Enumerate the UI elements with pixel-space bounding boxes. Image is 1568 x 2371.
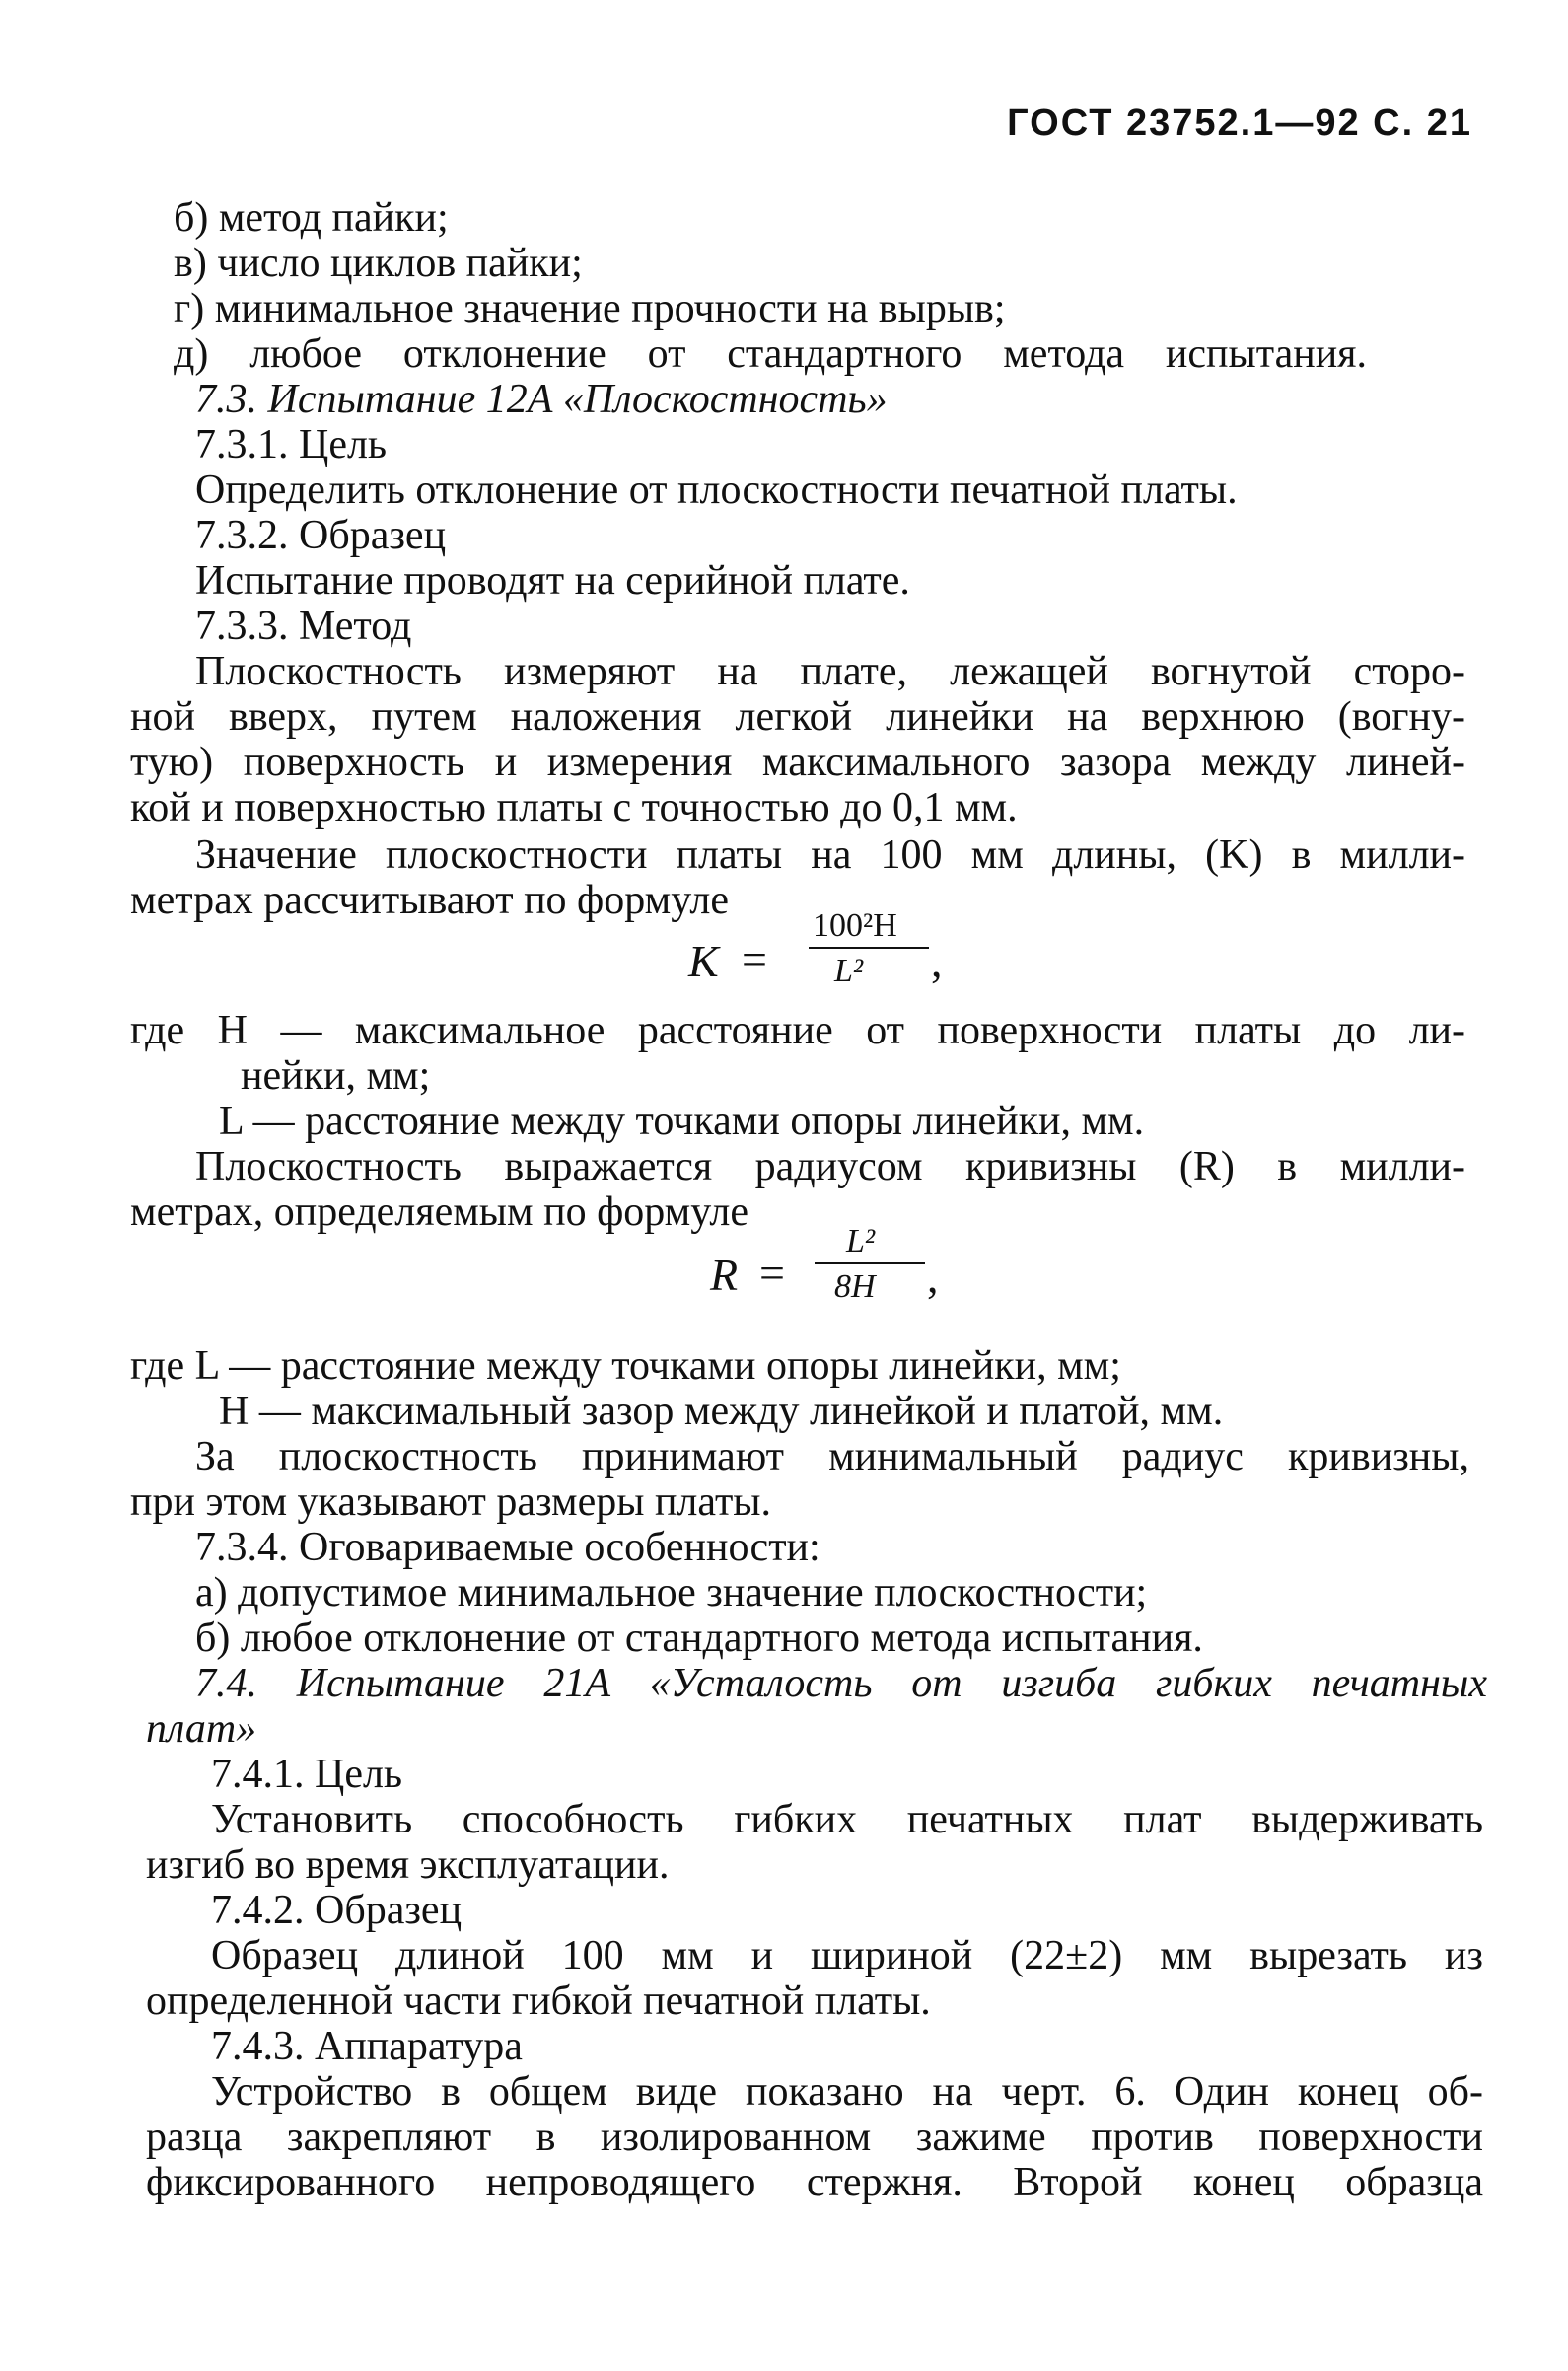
formula-r-fraction-bar [815,1262,925,1264]
text-line: Образец длиной 100 мм и шириной (22±2) мм вырезать из [211,1933,1483,1978]
subsection-heading: 7.4.1. Цель [211,1752,403,1797]
subsection-heading: 7.3.4. Оговариваемые особенности: [195,1525,820,1570]
list-item: б) любое отклонение от стандартного метода испытания. [195,1616,1203,1661]
subsection-heading: 7.3.3. Метод [195,604,412,649]
formula-r-equals: = [759,1248,785,1298]
formula-r-variable: R [710,1250,739,1300]
formula-r-numerator: L² [846,1223,876,1259]
text-line: при этом указывают размеры платы. [130,1479,772,1525]
text-line: г) минимальное значение прочности на вырыв; [174,286,1006,331]
text-line: в) число циклов пайки; [174,241,583,286]
section-heading: 7.3. Испытание 12А «Плоскостность» [195,377,888,422]
text-line: изгиб во время эксплуатации. [146,1842,670,1888]
subsection-heading: 7.3.1. Цель [195,422,388,467]
text-line: ной вверх, путем наложения легкой линейки на верхнюю (вогну- [130,694,1465,740]
text-line: Плоскостность измеряют на плате, лежащей вогнутой сторо- [195,649,1465,694]
subsection-heading: 7.4.3. Аппаратура [211,2024,523,2069]
section-heading: 7.4. Испытание 21А «Усталость от изгиба гибких печатных [195,1661,1487,1706]
formula-k-equals: = [742,934,767,984]
text-line: где H — максимальное расстояние от поверхности платы до ли- [130,1008,1465,1053]
text-line: Установить способность гибких печатных плат выдерживать [211,1797,1483,1842]
page-header: ГОСТ 23752.1—92 С. 21 [1007,103,1472,144]
text-line: Испытание проводят на серийной плате. [195,558,910,604]
formula-r-comma: , [927,1252,939,1302]
text-line: H — максимальный зазор между линейкой и платой, мм. [219,1389,1224,1434]
formula-r-denominator: 8H [834,1268,876,1305]
formula-k-fraction-bar [809,947,929,949]
text-line: д) любое отклонение от стандартного метода испытания. [174,331,1367,377]
formula-k-comma: , [931,936,943,986]
text-line: нейки, мм; [241,1053,431,1099]
text-line: Плоскостность выражается радиусом кривизны (R) в милли- [195,1144,1465,1189]
text-line: тую) поверхность и измерения максимального зазора между линей- [130,740,1465,785]
formula-k-denominator: L² [834,953,864,989]
formula-k-variable: K [688,936,719,986]
text-line: определенной части гибкой печатной платы. [146,1978,931,2024]
section-heading: плат» [146,1706,257,1752]
subsection-heading: 7.4.2. Образец [211,1888,463,1933]
formula-k-numerator: 100²H [813,907,897,944]
text-line: Значение плоскостности платы на 100 мм длины, (K) в милли- [195,832,1465,878]
text-line: метрах рассчитывают по формуле [130,878,729,923]
text-line: разца закрепляют в изолированном зажиме против поверхности [146,2115,1483,2160]
text-line: метрах, определяемым по формуле [130,1189,748,1235]
text-line: где L — расстояние между точками опоры линейки, мм; [130,1343,1121,1389]
text-line: Определить отклонение от плоскостности печатной платы. [195,467,1238,513]
text-line: фиксированного непроводящего стержня. Второй конец образца [146,2160,1483,2205]
text-line: L — расстояние между точками опоры линейки, мм. [219,1099,1145,1144]
text-line: Устройство в общем виде показано на черт. 6. Один конец об- [211,2069,1483,2115]
subsection-heading: 7.3.2. Образец [195,513,447,558]
list-item: а) допустимое минимальное значение плоскостности; [195,1570,1148,1616]
text-line: За плоскостность принимают минимальный радиус кривизны, [195,1434,1469,1479]
text-line: б) метод пайки; [174,195,449,241]
text-line: кой и поверхностью платы с точностью до 0,1 мм. [130,785,1018,830]
